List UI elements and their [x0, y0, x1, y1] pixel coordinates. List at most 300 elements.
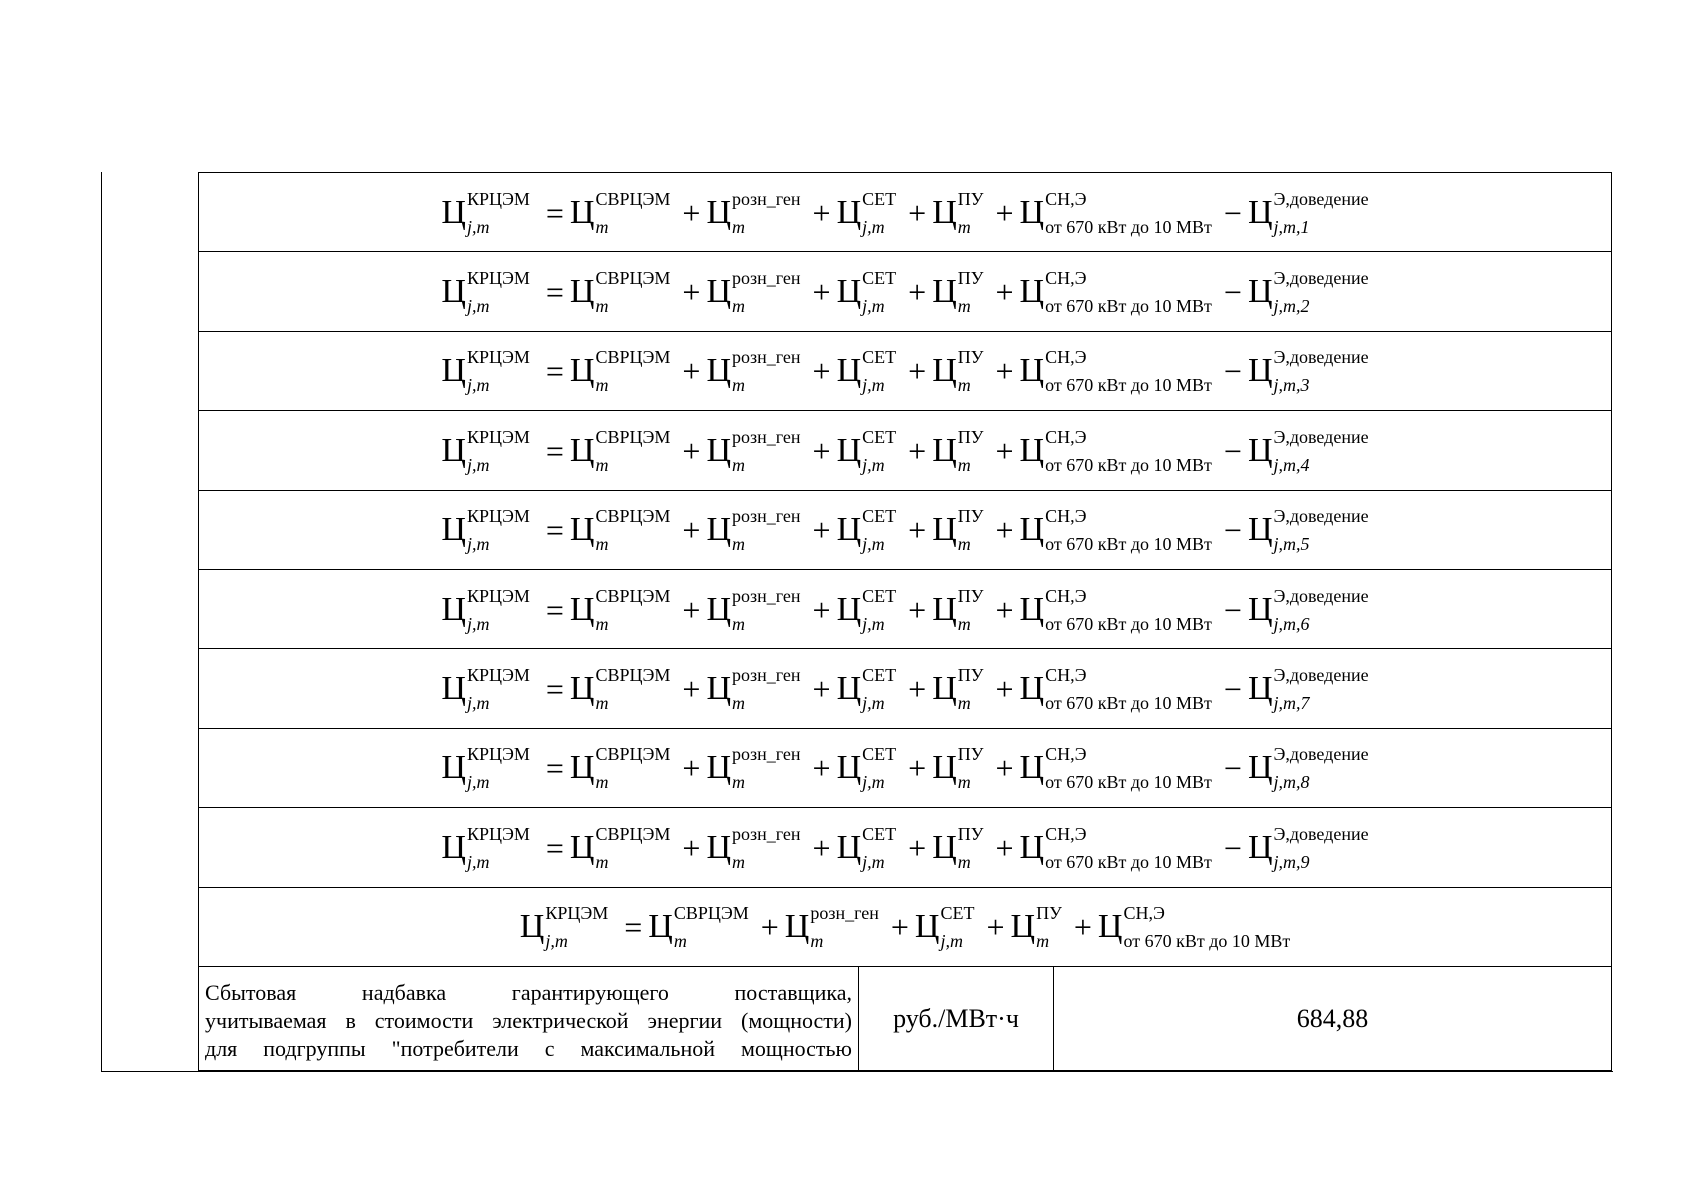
formula-scripts — [595, 348, 670, 394]
formula-symbol: Ц — [836, 669, 862, 707]
formula-subscript: от 670 кВт до 10 МВт — [1045, 772, 1212, 793]
formula-superscript: СВРЦЭМ — [595, 506, 671, 527]
formula-lhs — [441, 190, 529, 236]
formula-symbol: Ц — [1247, 669, 1273, 707]
formula-superscript: СВРЦЭМ — [595, 267, 671, 288]
formula-term — [1248, 745, 1369, 791]
formula-scripts — [1274, 428, 1369, 474]
formula-superscript: ПУ — [957, 506, 984, 527]
markup-description-cell — [199, 967, 859, 1070]
formula-term — [648, 904, 748, 950]
formula-operator: + — [908, 512, 927, 549]
formula-scripts — [1045, 428, 1212, 474]
formula-scripts — [1123, 904, 1290, 950]
formula-superscript: ПУ — [957, 823, 984, 844]
formula-operator: + — [908, 829, 927, 866]
formula-scripts — [958, 348, 984, 394]
formula-scripts — [1045, 825, 1212, 871]
formula — [441, 507, 1368, 553]
formula-scripts — [958, 745, 984, 791]
formula-subscript: j,m — [862, 216, 885, 237]
formula-term — [932, 825, 983, 871]
formula-term — [837, 348, 897, 394]
formula-superscript: КРЦЭМ — [466, 267, 530, 288]
formula-term — [706, 348, 800, 394]
formula-term — [1020, 348, 1212, 394]
formula-scripts — [862, 428, 896, 474]
formula-superscript: Э,доведение — [1273, 267, 1369, 288]
formula-subscript: m — [732, 613, 746, 634]
formula-symbol: Ц — [1247, 749, 1273, 787]
formula-superscript: Э,доведение — [1273, 585, 1369, 606]
formula-subscript: j,m — [862, 851, 885, 872]
formula-symbol: Ц — [706, 511, 732, 549]
formula-operator: + — [812, 353, 831, 390]
formula-term — [932, 269, 983, 315]
formula-scripts — [732, 269, 801, 315]
formula-scripts — [595, 507, 670, 553]
formula-subscript: j,m — [466, 692, 490, 713]
formula-symbol: Ц — [1019, 431, 1045, 469]
formula-lhs — [441, 666, 529, 712]
formula-symbol: Ц — [441, 511, 466, 549]
left-outer-border — [101, 172, 102, 1072]
formula-operator: + — [995, 670, 1014, 707]
formula — [441, 348, 1368, 394]
formula-symbol: Ц — [932, 590, 957, 628]
formula-scripts — [958, 269, 984, 315]
formula — [441, 428, 1368, 474]
formula-superscript: Э,доведение — [1273, 188, 1369, 209]
formula-symbol: Ц — [1019, 590, 1045, 628]
formula-scripts — [732, 666, 801, 712]
formula-subscript: m — [595, 216, 609, 237]
formula-subscript: m — [732, 216, 746, 237]
formula-row — [198, 490, 1612, 570]
formula-operator: = — [545, 591, 564, 628]
formula-scripts — [467, 428, 530, 474]
formula-operator: + — [812, 273, 831, 310]
formula-symbol: Ц — [569, 749, 595, 787]
formula-operator: + — [908, 194, 927, 231]
formula-row — [198, 251, 1612, 331]
formula-symbol: Ц — [1019, 352, 1045, 390]
formula-scripts — [467, 190, 530, 236]
formula-term — [1248, 825, 1369, 871]
formula-term — [837, 825, 897, 871]
formula — [441, 587, 1368, 633]
formula-lhs — [441, 507, 529, 553]
formula-term — [837, 666, 897, 712]
formula-subscript: m — [595, 534, 609, 555]
formula-term — [570, 269, 670, 315]
formula-superscript: СН,Э — [1123, 903, 1165, 924]
formula-operator: + — [760, 909, 779, 946]
formula-superscript: ПУ — [957, 426, 984, 447]
formula-symbol: Ц — [836, 193, 862, 231]
formula-superscript: КРЦЭМ — [466, 823, 530, 844]
formula-scripts — [1274, 190, 1369, 236]
formula-subscript: j,m — [862, 295, 885, 316]
formula-symbol: Ц — [706, 272, 732, 310]
formula-subscript: от 670 кВт до 10 МВт — [1045, 851, 1212, 872]
formula-superscript: Э,доведение — [1273, 664, 1369, 685]
formula-symbol: Ц — [441, 590, 466, 628]
formula-term — [1248, 348, 1369, 394]
formula-superscript: ПУ — [957, 188, 984, 209]
formula-scripts — [467, 666, 530, 712]
formula-superscript: розн_ген — [732, 664, 801, 685]
formula-scripts — [958, 587, 984, 633]
formula-operator: = — [545, 750, 564, 787]
formula-term — [570, 666, 670, 712]
formula-operator: + — [682, 512, 701, 549]
formula-scripts — [467, 587, 530, 633]
formula-term — [570, 745, 670, 791]
formula-symbol: Ц — [441, 669, 466, 707]
formula-term — [1248, 666, 1369, 712]
formula-subscript: j,m — [862, 375, 885, 396]
formula-term — [570, 428, 670, 474]
formula-symbol: Ц — [932, 669, 957, 707]
formula-symbol: Ц — [836, 352, 862, 390]
formula-scripts — [1274, 666, 1369, 712]
formula-term — [932, 587, 983, 633]
formula-symbol: Ц — [706, 352, 732, 390]
formula-term — [932, 507, 983, 553]
formula-superscript: розн_ген — [732, 744, 801, 765]
formula-symbol: Ц — [784, 908, 810, 946]
formula-subscript: m — [595, 692, 609, 713]
formula-subscript: m — [732, 851, 746, 872]
formula-scripts — [595, 666, 670, 712]
formula-lhs — [441, 587, 529, 633]
formula-scripts — [732, 745, 801, 791]
formula-subscript: от 670 кВт до 10 МВт — [1045, 613, 1212, 634]
formula-subscript: j,m — [466, 851, 490, 872]
formula-scripts — [1036, 904, 1062, 950]
formula — [441, 269, 1368, 315]
formula-term — [1248, 190, 1369, 236]
formula-lhs — [441, 348, 529, 394]
formula-operator: + — [908, 670, 927, 707]
formula-subscript: m — [957, 216, 971, 237]
formula-superscript: СЕТ — [862, 347, 897, 368]
formula — [441, 190, 1368, 236]
formula-symbol: Ц — [932, 828, 957, 866]
markup-value-cell — [1054, 967, 1611, 1070]
formula-symbol: Ц — [706, 590, 732, 628]
formula-subscript: j,m — [862, 534, 885, 555]
formula-superscript: СВРЦЭМ — [673, 903, 749, 924]
formula-term — [1020, 428, 1212, 474]
formula-superscript: СН,Э — [1045, 267, 1087, 288]
formula-symbol: Ц — [932, 431, 957, 469]
formula-operator: + — [1073, 909, 1092, 946]
formula-superscript: ПУ — [957, 744, 984, 765]
formula-term — [915, 904, 975, 950]
formula-symbol: Ц — [1019, 272, 1045, 310]
formula-scripts — [1274, 348, 1369, 394]
formula-operator: = — [545, 829, 564, 866]
formula-superscript: розн_ген — [732, 188, 801, 209]
formula-subscript: m — [1036, 931, 1050, 952]
markup-description-line-3: для подгруппы "потребители с максимальной мощностью — [205, 1036, 852, 1061]
formula-scripts — [545, 904, 608, 950]
formula-superscript: ПУ — [1036, 903, 1062, 924]
formula-symbol: Ц — [706, 193, 732, 231]
formula-operator: − — [1223, 512, 1242, 549]
formula-subscript: от 670 кВт до 10 МВт — [1045, 534, 1212, 555]
formula-superscript: ПУ — [957, 347, 984, 368]
formula-subscript: j,m — [466, 295, 490, 316]
formula-operator: + — [908, 432, 927, 469]
formula — [441, 666, 1368, 712]
formula-subscript: от 670 кВт до 10 МВт — [1045, 216, 1212, 237]
formula-term — [570, 587, 670, 633]
formula-subscript: m — [957, 692, 971, 713]
formula-symbol: Ц — [1019, 511, 1045, 549]
formula-subscript: j,m — [545, 931, 568, 952]
formula-superscript: СН,Э — [1045, 188, 1087, 209]
formula-operator: + — [812, 591, 831, 628]
formula-symbol: Ц — [932, 749, 957, 787]
formula-symbol: Ц — [441, 193, 466, 231]
formula-operator: + — [995, 591, 1014, 628]
formula-superscript: СЕТ — [862, 823, 897, 844]
formula-superscript: СВРЦЭМ — [595, 823, 671, 844]
formula-operator: + — [812, 194, 831, 231]
formula-symbol: Ц — [441, 352, 466, 390]
formula-operator: + — [995, 512, 1014, 549]
formula-symbol: Ц — [441, 749, 466, 787]
formula-scripts — [810, 904, 879, 950]
formula-subscript: m — [595, 375, 609, 396]
formula-row — [198, 648, 1612, 728]
formula-subscript: m — [957, 613, 971, 634]
formula-operator: − — [1223, 194, 1242, 231]
formula-scripts — [862, 745, 896, 791]
formula-superscript: СН,Э — [1045, 506, 1087, 527]
formula-subscript: m — [957, 772, 971, 793]
formula-scripts — [595, 428, 670, 474]
formula-scripts — [1045, 666, 1212, 712]
formula-symbol: Ц — [1247, 511, 1273, 549]
formula-symbol: Ц — [836, 828, 862, 866]
formula-operator: − — [1223, 591, 1242, 628]
formula-scripts — [862, 348, 896, 394]
formula-symbol: Ц — [569, 828, 595, 866]
formula-scripts — [862, 666, 896, 712]
formula-row — [198, 172, 1612, 252]
formula-term — [932, 190, 983, 236]
formula-operator: + — [908, 273, 927, 310]
formula-subscript: m — [732, 772, 746, 793]
formula-term — [706, 587, 800, 633]
formula-symbol: Ц — [441, 828, 466, 866]
formula-symbol: Ц — [1097, 908, 1123, 946]
formula-superscript: розн_ген — [732, 823, 801, 844]
formula-scripts — [732, 348, 801, 394]
formula-scripts — [862, 825, 896, 871]
formula-operator: + — [812, 670, 831, 707]
formula-scripts — [1274, 269, 1369, 315]
formula-superscript: СН,Э — [1045, 744, 1087, 765]
formula-superscript: ПУ — [957, 664, 984, 685]
formula-term — [706, 190, 800, 236]
formula-symbol: Ц — [836, 749, 862, 787]
formula-symbol: Ц — [569, 590, 595, 628]
formula-symbol: Ц — [932, 272, 957, 310]
markup-value: 684,88 — [1296, 1003, 1369, 1033]
formula-term — [1098, 904, 1290, 950]
formula-subscript: j,m,1 — [1273, 216, 1310, 237]
formula-superscript: СЕТ — [862, 664, 897, 685]
formula-term — [570, 825, 670, 871]
formula-subscript: j,m,2 — [1273, 295, 1310, 316]
formula-term — [1020, 587, 1212, 633]
formula-scripts — [467, 507, 530, 553]
formula-scripts — [595, 190, 670, 236]
formula-superscript: СЕТ — [862, 188, 897, 209]
formula-symbol: Ц — [932, 511, 957, 549]
formula-scripts — [467, 269, 530, 315]
formula-superscript: СВРЦЭМ — [595, 585, 671, 606]
formula-symbol: Ц — [441, 272, 466, 310]
formula-subscript: m — [595, 851, 609, 872]
formula-lhs — [441, 825, 529, 871]
formula-lhs — [520, 904, 608, 950]
formula-operator: − — [1223, 750, 1242, 787]
formula-row — [198, 728, 1612, 808]
formula-symbol: Ц — [648, 908, 673, 946]
formula-subscript: m — [732, 692, 746, 713]
formula-symbol: Ц — [569, 669, 595, 707]
formula-superscript: КРЦЭМ — [466, 744, 530, 765]
formula-scripts — [958, 428, 984, 474]
formula-superscript: СН,Э — [1045, 347, 1087, 368]
formula-subscript: j,m,4 — [1273, 454, 1310, 475]
formula-operator: − — [1223, 670, 1242, 707]
bottom-outer-border — [101, 1071, 1613, 1072]
formula-operator: = — [545, 512, 564, 549]
formula-symbol: Ц — [836, 431, 862, 469]
formula-row — [198, 410, 1612, 490]
formula-symbol: Ц — [519, 908, 545, 946]
formula-operator: + — [682, 591, 701, 628]
formula-superscript: СВРЦЭМ — [595, 188, 671, 209]
formula-subscript: от 670 кВт до 10 МВт — [1045, 692, 1212, 713]
formula-term — [1248, 587, 1369, 633]
formula-superscript: ПУ — [957, 585, 984, 606]
formula-subscript: j,m — [466, 534, 490, 555]
formula-subscript: j,m — [466, 216, 490, 237]
formula-scripts — [732, 190, 801, 236]
formula-symbol: Ц — [441, 431, 466, 469]
formula-superscript: розн_ген — [732, 426, 801, 447]
formula-subscript: j,m,3 — [1273, 375, 1310, 396]
formula-term — [932, 428, 983, 474]
formula-superscript: СВРЦЭМ — [595, 664, 671, 685]
formula-symbol: Ц — [1247, 352, 1273, 390]
markup-row — [198, 966, 1612, 1071]
formula-term — [706, 825, 800, 871]
formula-subscript: j,m — [862, 613, 885, 634]
formula-subscript: j,m — [466, 613, 490, 634]
formula-term — [1020, 507, 1212, 553]
formula-symbol: Ц — [569, 193, 595, 231]
formula-scripts — [940, 904, 974, 950]
formula-operator: + — [812, 432, 831, 469]
formula-operator: + — [995, 829, 1014, 866]
markup-description-line-1: Сбытовая надбавка гарантирующего поставщика, — [205, 980, 852, 1005]
formula-scripts — [674, 904, 749, 950]
formula-subscript: j,m,6 — [1273, 613, 1310, 634]
formula-symbol: Ц — [1247, 272, 1273, 310]
formula-operator: + — [682, 750, 701, 787]
formula-subscript: j,m,8 — [1273, 772, 1310, 793]
formula-symbol: Ц — [932, 193, 957, 231]
formula-operator: + — [812, 512, 831, 549]
formula-term — [932, 745, 983, 791]
formula-subscript: m — [732, 375, 746, 396]
formula-term — [706, 507, 800, 553]
formula-subscript: m — [595, 613, 609, 634]
formula-operator: + — [908, 591, 927, 628]
formula-superscript: розн_ген — [732, 347, 801, 368]
formula-term — [570, 507, 670, 553]
formula-superscript: СН,Э — [1045, 585, 1087, 606]
formula-scripts — [732, 825, 801, 871]
formula-symbol: Ц — [914, 908, 940, 946]
formula-symbol: Ц — [569, 272, 595, 310]
formula-scripts — [595, 587, 670, 633]
formula-term — [1020, 666, 1212, 712]
formula-term — [706, 269, 800, 315]
formula-scripts — [732, 428, 801, 474]
markup-description-line-2: учитываемая в стоимости электрической энергии (мощности) — [205, 1008, 852, 1033]
formula-term — [785, 904, 879, 950]
formula-term — [706, 745, 800, 791]
formula-subscript: j,m — [466, 772, 490, 793]
formula-symbol: Ц — [1247, 193, 1273, 231]
formula-subscript: m — [732, 534, 746, 555]
formula-scripts — [1274, 745, 1369, 791]
formula-subscript: m — [595, 295, 609, 316]
formula-symbol: Ц — [1247, 828, 1273, 866]
formula-symbol: Ц — [1019, 749, 1045, 787]
formula-scripts — [862, 507, 896, 553]
markup-unit-cell — [859, 967, 1054, 1070]
formula-term — [837, 428, 897, 474]
formula — [441, 745, 1368, 791]
formula-superscript: СН,Э — [1045, 664, 1087, 685]
formula-subscript: m — [732, 454, 746, 475]
formula-scripts — [467, 825, 530, 871]
formula-operator: + — [995, 750, 1014, 787]
formula-superscript: СВРЦЭМ — [595, 744, 671, 765]
formula-term — [1020, 269, 1212, 315]
formula-superscript: Э,доведение — [1273, 506, 1369, 527]
formula-scripts — [1045, 190, 1212, 236]
formula-row — [198, 331, 1612, 411]
formula-superscript: КРЦЭМ — [466, 664, 530, 685]
formula-subscript: m — [957, 534, 971, 555]
formula-superscript: СН,Э — [1045, 426, 1087, 447]
formula-operator: − — [1223, 273, 1242, 310]
formula-superscript: КРЦЭМ — [545, 903, 609, 924]
formula-superscript: СЕТ — [862, 585, 897, 606]
